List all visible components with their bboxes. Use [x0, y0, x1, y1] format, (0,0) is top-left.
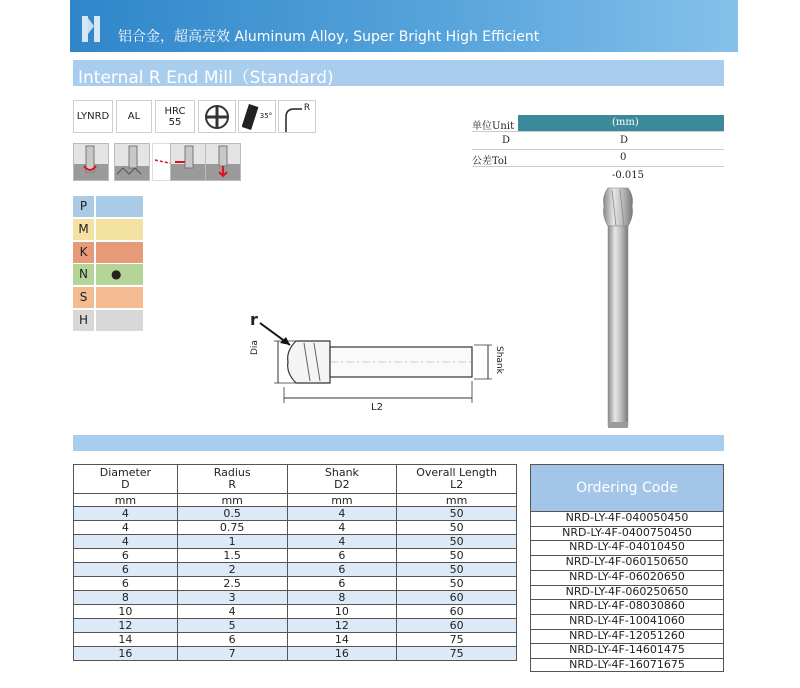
application-icon-4 [170, 143, 206, 181]
column-header [74, 465, 178, 494]
table-cell: 4 [177, 605, 287, 619]
table-cell: 6 [287, 563, 397, 577]
ordering-code-box [530, 464, 724, 672]
iso-material-swatch [96, 242, 143, 263]
table-cell: 50 [397, 521, 517, 535]
ordering-code-row: NRD-LY-4F-04010450 [531, 540, 723, 553]
material-label: AL [127, 111, 141, 122]
table-cell: 4 [287, 521, 397, 535]
hrc-label: HRC [164, 105, 186, 117]
table-cell: 3 [177, 591, 287, 605]
table-row [74, 521, 517, 535]
table-cell: 12 [74, 619, 178, 633]
table-cell: 60 [397, 605, 517, 619]
table-cell: 16 [74, 647, 178, 661]
table-row [74, 563, 517, 577]
table-cell: 1.5 [177, 549, 287, 563]
application-icon-1 [73, 143, 109, 181]
tolerance-upper: 0 [620, 152, 627, 163]
table-cell: 4 [74, 535, 178, 549]
table-cell: 8 [287, 591, 397, 605]
tolerance-row [472, 150, 724, 167]
ordering-code-row: NRD-LY-4F-060250650 [531, 585, 723, 598]
drawing-l2-label: L2 [371, 402, 383, 413]
table-cell: 4 [287, 535, 397, 549]
diameter-row [472, 133, 724, 150]
table-cell: 4 [74, 521, 178, 535]
table-cell: 1 [177, 535, 287, 549]
brand-label: LYNRD [76, 111, 110, 122]
iso-material-letter: K [73, 242, 94, 263]
hrc-box [155, 100, 195, 133]
helix-angle-icon [242, 104, 260, 130]
table-row [74, 619, 517, 633]
table-cell: 60 [397, 619, 517, 633]
four-flute-icon [203, 103, 231, 131]
column-header-name: Overall Length [416, 466, 497, 479]
column-header-symbol: D2 [334, 478, 350, 491]
drawing-shank-label: Shank [494, 346, 504, 374]
table-cell: 60 [397, 591, 517, 605]
table-cell: 75 [397, 633, 517, 647]
ordering-code-title: Ordering Code [531, 465, 723, 511]
section-title: Internal R End Mill（Standard) [78, 68, 334, 88]
table-cell: 6 [74, 563, 178, 577]
table-row [74, 591, 517, 605]
column-unit: mm [74, 494, 178, 507]
table-row [74, 549, 517, 563]
banner-text: 铝合金，超高亮效 Aluminum Alloy, Super Bright High Efficient [118, 29, 540, 45]
table-cell: 50 [397, 535, 517, 549]
iso-material-letter: H [73, 310, 94, 331]
radius-label: R [303, 103, 311, 113]
application-icon-2 [114, 143, 150, 181]
end-mill-logo-icon [74, 12, 108, 46]
brand-box [73, 100, 113, 133]
table-cell: 50 [397, 563, 517, 577]
unit-value: (mm) [612, 117, 639, 128]
table-row [74, 633, 517, 647]
table-cell: 2 [177, 563, 287, 577]
table-cell: 0.5 [177, 507, 287, 521]
table-section-bar [73, 435, 724, 451]
ordering-code-row: NRD-LY-4F-060150650 [531, 555, 723, 568]
iso-material-swatch [96, 310, 143, 331]
table-cell: 16 [287, 647, 397, 661]
iso-material-swatch [96, 196, 143, 217]
iso-material-row [73, 242, 143, 263]
column-header-name: Shank [324, 466, 359, 479]
table-cell: 50 [397, 507, 517, 521]
table-row [74, 605, 517, 619]
ordering-code-row: NRD-LY-4F-040050450 [531, 511, 723, 524]
end-mill-product-image [598, 186, 638, 430]
column-header [397, 465, 517, 494]
table-cell: 4 [287, 507, 397, 521]
iso-material-letter: P [73, 196, 94, 217]
tolerance-lower: -0.015 [612, 170, 645, 181]
column-header [177, 465, 287, 494]
table-cell: 10 [74, 605, 178, 619]
diameter-left: D [502, 135, 511, 146]
iso-material-letter: N [73, 264, 94, 285]
suitable-mark-icon: ● [111, 267, 122, 282]
table-cell: 8 [74, 591, 178, 605]
table-cell: 50 [397, 549, 517, 563]
table-cell: 6 [287, 549, 397, 563]
table-cell: 10 [287, 605, 397, 619]
ordering-code-row: NRD-LY-4F-14601475 [531, 643, 723, 656]
unit-row [472, 115, 724, 132]
hrc-value: 55 [168, 116, 182, 128]
table-cell: 6 [177, 633, 287, 647]
table-cell: 5 [177, 619, 287, 633]
iso-material-swatch [96, 287, 143, 308]
table-cell: 2.5 [177, 577, 287, 591]
column-header-symbol: D [121, 478, 130, 491]
column-header-symbol: R [228, 478, 236, 491]
radius-box [278, 100, 316, 133]
table-cell: 12 [287, 619, 397, 633]
table-row [74, 577, 517, 591]
iso-material-swatch [96, 219, 143, 240]
material-box [116, 100, 152, 133]
column-unit: mm [397, 494, 517, 507]
table-cell: 7 [177, 647, 287, 661]
column-unit: mm [287, 494, 397, 507]
column-header-symbol: L2 [450, 478, 464, 491]
iso-material-swatch [96, 264, 143, 285]
table-cell: 0.75 [177, 521, 287, 535]
table-row [74, 535, 517, 549]
ordering-code-row: NRD-LY-4F-16071675 [531, 658, 723, 671]
table-cell: 4 [74, 507, 178, 521]
table-cell: 6 [287, 577, 397, 591]
table-cell: 6 [74, 577, 178, 591]
ordering-code-row: NRD-LY-4F-10041060 [531, 614, 723, 627]
iso-material-row [73, 264, 143, 285]
column-header-name: Radius [213, 466, 251, 479]
iso-material-row [73, 219, 143, 240]
helix-angle-label: 35° [259, 112, 273, 120]
helix-box [238, 100, 276, 133]
table-cell: 50 [397, 577, 517, 591]
column-header-name: Diameter [99, 466, 152, 479]
flute-box [198, 100, 236, 133]
table-cell: 75 [397, 647, 517, 661]
ordering-code-row: NRD-LY-4F-06020650 [531, 570, 723, 583]
diameter-right: D [620, 135, 629, 146]
application-icon-5 [205, 143, 241, 181]
iso-material-letter: S [73, 287, 94, 308]
ordering-code-row: NRD-LY-4F-12051260 [531, 629, 723, 642]
ordering-code-row: NRD-LY-4F-08030860 [531, 599, 723, 612]
table-cell: 14 [74, 633, 178, 647]
dimensions-table [73, 464, 517, 661]
column-unit: mm [177, 494, 287, 507]
table-cell: 6 [74, 549, 178, 563]
column-header [287, 465, 397, 494]
iso-material-letter: M [73, 219, 94, 240]
corner-radius-icon [284, 107, 304, 133]
iso-material-row [73, 287, 143, 308]
table-row [74, 647, 517, 661]
tolerance-label: 公差Tol [472, 156, 508, 167]
technical-drawing [238, 305, 528, 425]
table-cell: 14 [287, 633, 397, 647]
unit-label: 单位Unit [472, 121, 515, 132]
table-row [74, 507, 517, 521]
ordering-code-row: NRD-LY-4F-0400750450 [531, 526, 723, 539]
drawing-dia-label: Dia [250, 340, 260, 355]
iso-material-row [73, 196, 143, 217]
iso-material-row [73, 310, 143, 331]
drawing-r-label: r [250, 310, 258, 329]
